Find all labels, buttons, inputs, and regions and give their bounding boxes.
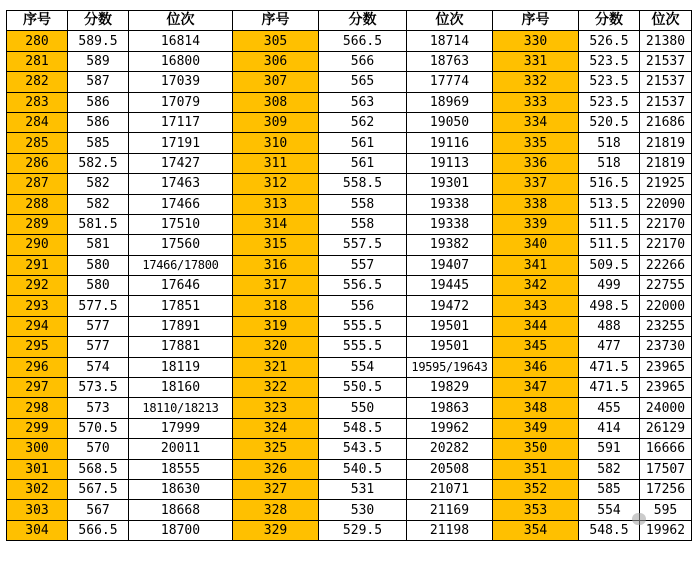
score-cell: 557 xyxy=(319,255,407,275)
rank-cell: 19338 xyxy=(407,194,493,214)
table-row xyxy=(7,72,692,92)
score-cell: 580 xyxy=(68,276,129,296)
rank-cell: 22000 xyxy=(640,296,692,316)
score-cell: 550 xyxy=(319,398,407,418)
rank-cell: 21537 xyxy=(640,92,692,112)
table-row xyxy=(7,153,692,173)
score-cell: 555.5 xyxy=(319,337,407,357)
score-cell: 577 xyxy=(68,337,129,357)
rank-cell: 19301 xyxy=(407,174,493,194)
score-cell: 548.5 xyxy=(319,418,407,438)
table-row xyxy=(7,92,692,112)
rank-cell: 22170 xyxy=(640,214,692,234)
rank-cell: 22755 xyxy=(640,276,692,296)
seq-cell: 351 xyxy=(493,459,579,479)
rank-cell: 18555 xyxy=(129,459,233,479)
seq-cell: 302 xyxy=(7,479,68,499)
header-score: 分数 xyxy=(68,11,129,31)
score-cell: 585 xyxy=(68,133,129,153)
rank-cell: 21071 xyxy=(407,479,493,499)
seq-cell: 314 xyxy=(233,214,319,234)
seq-cell: 299 xyxy=(7,418,68,438)
score-cell: 523.5 xyxy=(579,51,640,71)
rank-cell: 18630 xyxy=(129,479,233,499)
rank-cell: 20508 xyxy=(407,459,493,479)
score-cell: 566.5 xyxy=(68,520,129,540)
rank-cell: 21537 xyxy=(640,51,692,71)
score-cell: 582 xyxy=(68,194,129,214)
score-cell: 567.5 xyxy=(68,479,129,499)
rank-cell: 19501 xyxy=(407,316,493,336)
table-row xyxy=(7,194,692,214)
table-row xyxy=(7,316,692,336)
seq-cell: 337 xyxy=(493,174,579,194)
score-cell: 565 xyxy=(319,72,407,92)
rank-cell: 19338 xyxy=(407,214,493,234)
seq-cell: 297 xyxy=(7,378,68,398)
header-seq: 序号 xyxy=(493,11,579,31)
table-row xyxy=(7,337,692,357)
table-row xyxy=(7,255,692,275)
table-row xyxy=(7,479,692,499)
seq-cell: 313 xyxy=(233,194,319,214)
rank-cell: 23255 xyxy=(640,316,692,336)
rank-cell: 18119 xyxy=(129,357,233,377)
score-cell: 561 xyxy=(319,133,407,153)
rank-cell: 17646 xyxy=(129,276,233,296)
score-cell: 471.5 xyxy=(579,357,640,377)
table-row xyxy=(7,357,692,377)
score-cell: 577 xyxy=(68,316,129,336)
seq-cell: 281 xyxy=(7,51,68,71)
rank-cell: 18763 xyxy=(407,51,493,71)
rank-cell: 22090 xyxy=(640,194,692,214)
seq-cell: 292 xyxy=(7,276,68,296)
score-cell: 488 xyxy=(579,316,640,336)
score-cell: 530 xyxy=(319,500,407,520)
score-cell: 558 xyxy=(319,214,407,234)
seq-cell: 315 xyxy=(233,235,319,255)
rank-cell: 22266 xyxy=(640,255,692,275)
rank-cell: 17427 xyxy=(129,153,233,173)
score-cell: 471.5 xyxy=(579,378,640,398)
seq-cell: 322 xyxy=(233,378,319,398)
seq-cell: 309 xyxy=(233,112,319,132)
seq-cell: 304 xyxy=(7,520,68,540)
score-cell: 586 xyxy=(68,112,129,132)
score-cell: 589.5 xyxy=(68,31,129,51)
seq-cell: 328 xyxy=(233,500,319,520)
rank-cell: 17117 xyxy=(129,112,233,132)
rank-cell: 21686 xyxy=(640,112,692,132)
rank-cell: 21169 xyxy=(407,500,493,520)
seq-cell: 333 xyxy=(493,92,579,112)
score-cell: 558.5 xyxy=(319,174,407,194)
score-cell: 566.5 xyxy=(319,31,407,51)
rank-cell: 19050 xyxy=(407,112,493,132)
table-row xyxy=(7,459,692,479)
seq-cell: 301 xyxy=(7,459,68,479)
seq-cell: 330 xyxy=(493,31,579,51)
score-cell: 540.5 xyxy=(319,459,407,479)
rank-cell: 18160 xyxy=(129,378,233,398)
score-cell: 498.5 xyxy=(579,296,640,316)
seq-cell: 283 xyxy=(7,92,68,112)
rank-cell: 17466/17800 xyxy=(129,255,233,275)
rank-cell: 17881 xyxy=(129,337,233,357)
rank-cell: 17079 xyxy=(129,92,233,112)
seq-cell: 316 xyxy=(233,255,319,275)
score-cell: 586 xyxy=(68,92,129,112)
seq-cell: 323 xyxy=(233,398,319,418)
rank-cell: 21819 xyxy=(640,133,692,153)
rank-cell: 22170 xyxy=(640,235,692,255)
rank-cell: 17891 xyxy=(129,316,233,336)
seq-cell: 298 xyxy=(7,398,68,418)
header-score: 分数 xyxy=(579,11,640,31)
seq-cell: 343 xyxy=(493,296,579,316)
seq-cell: 336 xyxy=(493,153,579,173)
table-row xyxy=(7,133,692,153)
seq-cell: 327 xyxy=(233,479,319,499)
rank-cell: 19501 xyxy=(407,337,493,357)
table-row xyxy=(7,235,692,255)
seq-cell: 312 xyxy=(233,174,319,194)
header-score: 分数 xyxy=(319,11,407,31)
rank-cell: 16800 xyxy=(129,51,233,71)
table-row xyxy=(7,520,692,540)
score-cell: 561 xyxy=(319,153,407,173)
score-cell: 558 xyxy=(319,194,407,214)
seq-cell: 306 xyxy=(233,51,319,71)
score-cell: 563 xyxy=(319,92,407,112)
seq-cell: 308 xyxy=(233,92,319,112)
table-row xyxy=(7,51,692,71)
seq-cell: 353 xyxy=(493,500,579,520)
score-cell: 543.5 xyxy=(319,439,407,459)
seq-cell: 305 xyxy=(233,31,319,51)
table-row xyxy=(7,174,692,194)
score-cell: 550.5 xyxy=(319,378,407,398)
seq-cell: 311 xyxy=(233,153,319,173)
seq-cell: 318 xyxy=(233,296,319,316)
seq-cell: 280 xyxy=(7,31,68,51)
rank-cell: 21925 xyxy=(640,174,692,194)
score-cell: 531 xyxy=(319,479,407,499)
header-seq: 序号 xyxy=(233,11,319,31)
seq-cell: 293 xyxy=(7,296,68,316)
seq-cell: 335 xyxy=(493,133,579,153)
score-cell: 555.5 xyxy=(319,316,407,336)
score-cell: 511.5 xyxy=(579,214,640,234)
rank-cell: 19829 xyxy=(407,378,493,398)
rank-cell: 17851 xyxy=(129,296,233,316)
rank-cell: 19863 xyxy=(407,398,493,418)
score-cell: 573 xyxy=(68,398,129,418)
seq-cell: 294 xyxy=(7,316,68,336)
rank-cell: 19962 xyxy=(640,520,692,540)
seq-cell: 349 xyxy=(493,418,579,438)
score-cell: 582 xyxy=(579,459,640,479)
rank-cell: 19382 xyxy=(407,235,493,255)
rank-cell: 24000 xyxy=(640,398,692,418)
score-cell: 523.5 xyxy=(579,92,640,112)
rank-cell: 19407 xyxy=(407,255,493,275)
rank-cell: 23730 xyxy=(640,337,692,357)
score-cell: 526.5 xyxy=(579,31,640,51)
score-cell: 513.5 xyxy=(579,194,640,214)
score-cell: 520.5 xyxy=(579,112,640,132)
score-cell: 573.5 xyxy=(68,378,129,398)
score-cell: 548.5 xyxy=(579,520,640,540)
header-row xyxy=(7,11,692,31)
score-cell: 511.5 xyxy=(579,235,640,255)
score-cell: 589 xyxy=(68,51,129,71)
rank-cell: 18668 xyxy=(129,500,233,520)
rank-cell: 18700 xyxy=(129,520,233,540)
rank-cell: 20011 xyxy=(129,439,233,459)
score-cell: 567 xyxy=(68,500,129,520)
rank-score-table xyxy=(6,10,692,541)
score-cell: 523.5 xyxy=(579,72,640,92)
seq-cell: 352 xyxy=(493,479,579,499)
seq-cell: 285 xyxy=(7,133,68,153)
header-seq: 序号 xyxy=(7,11,68,31)
seq-cell: 332 xyxy=(493,72,579,92)
score-cell: 529.5 xyxy=(319,520,407,540)
header-rank: 位次 xyxy=(129,11,233,31)
seq-cell: 346 xyxy=(493,357,579,377)
score-cell: 591 xyxy=(579,439,640,459)
score-cell: 570 xyxy=(68,439,129,459)
rank-cell: 21198 xyxy=(407,520,493,540)
seq-cell: 289 xyxy=(7,214,68,234)
table-row xyxy=(7,398,692,418)
seq-cell: 319 xyxy=(233,316,319,336)
seq-cell: 347 xyxy=(493,378,579,398)
seq-cell: 307 xyxy=(233,72,319,92)
seq-cell: 341 xyxy=(493,255,579,275)
seq-cell: 296 xyxy=(7,357,68,377)
rank-cell: 19445 xyxy=(407,276,493,296)
rank-cell: 595 xyxy=(640,500,692,520)
rank-cell: 20282 xyxy=(407,439,493,459)
score-cell: 562 xyxy=(319,112,407,132)
seq-cell: 329 xyxy=(233,520,319,540)
seq-cell: 324 xyxy=(233,418,319,438)
seq-cell: 348 xyxy=(493,398,579,418)
rank-cell: 23965 xyxy=(640,378,692,398)
rank-cell: 16666 xyxy=(640,439,692,459)
rank-cell: 17256 xyxy=(640,479,692,499)
score-cell: 570.5 xyxy=(68,418,129,438)
seq-cell: 345 xyxy=(493,337,579,357)
seq-cell: 310 xyxy=(233,133,319,153)
header-rank: 位次 xyxy=(640,11,692,31)
rank-cell: 26129 xyxy=(640,418,692,438)
seq-cell: 350 xyxy=(493,439,579,459)
seq-cell: 342 xyxy=(493,276,579,296)
rank-cell: 17191 xyxy=(129,133,233,153)
rank-cell: 19116 xyxy=(407,133,493,153)
rank-cell: 17510 xyxy=(129,214,233,234)
seq-cell: 321 xyxy=(233,357,319,377)
score-cell: 477 xyxy=(579,337,640,357)
rank-cell: 16814 xyxy=(129,31,233,51)
score-cell: 518 xyxy=(579,133,640,153)
score-cell: 509.5 xyxy=(579,255,640,275)
rank-cell: 19472 xyxy=(407,296,493,316)
score-cell: 414 xyxy=(579,418,640,438)
score-cell: 587 xyxy=(68,72,129,92)
score-cell: 585 xyxy=(579,479,640,499)
header-rank: 位次 xyxy=(407,11,493,31)
rank-cell: 17774 xyxy=(407,72,493,92)
seq-cell: 303 xyxy=(7,500,68,520)
score-cell: 499 xyxy=(579,276,640,296)
seq-cell: 290 xyxy=(7,235,68,255)
seq-cell: 340 xyxy=(493,235,579,255)
rank-cell: 17507 xyxy=(640,459,692,479)
seq-cell: 339 xyxy=(493,214,579,234)
score-cell: 582 xyxy=(68,174,129,194)
table-row xyxy=(7,276,692,296)
seq-cell: 334 xyxy=(493,112,579,132)
seq-cell: 320 xyxy=(233,337,319,357)
table-row xyxy=(7,296,692,316)
score-cell: 554 xyxy=(579,500,640,520)
seq-cell: 282 xyxy=(7,72,68,92)
rank-cell: 18969 xyxy=(407,92,493,112)
rank-cell: 17039 xyxy=(129,72,233,92)
table-row xyxy=(7,112,692,132)
score-cell: 581 xyxy=(68,235,129,255)
seq-cell: 326 xyxy=(233,459,319,479)
score-cell: 581.5 xyxy=(68,214,129,234)
seq-cell: 291 xyxy=(7,255,68,275)
score-cell: 556 xyxy=(319,296,407,316)
score-cell: 568.5 xyxy=(68,459,129,479)
rank-cell: 18110/18213 xyxy=(129,398,233,418)
score-cell: 556.5 xyxy=(319,276,407,296)
seq-cell: 338 xyxy=(493,194,579,214)
table-row xyxy=(7,214,692,234)
rank-cell: 17560 xyxy=(129,235,233,255)
score-cell: 554 xyxy=(319,357,407,377)
table-row xyxy=(7,439,692,459)
rank-cell: 21819 xyxy=(640,153,692,173)
seq-cell: 287 xyxy=(7,174,68,194)
rank-cell: 21380 xyxy=(640,31,692,51)
score-cell: 582.5 xyxy=(68,153,129,173)
rank-cell: 18714 xyxy=(407,31,493,51)
table-row xyxy=(7,500,692,520)
score-cell: 574 xyxy=(68,357,129,377)
seq-cell: 295 xyxy=(7,337,68,357)
score-cell: 455 xyxy=(579,398,640,418)
rank-cell: 21537 xyxy=(640,72,692,92)
seq-cell: 344 xyxy=(493,316,579,336)
watermark-icon xyxy=(632,513,646,525)
score-cell: 516.5 xyxy=(579,174,640,194)
score-cell: 557.5 xyxy=(319,235,407,255)
rank-cell: 19113 xyxy=(407,153,493,173)
seq-cell: 286 xyxy=(7,153,68,173)
score-cell: 577.5 xyxy=(68,296,129,316)
score-cell: 518 xyxy=(579,153,640,173)
table-row xyxy=(7,31,692,51)
rank-cell: 17999 xyxy=(129,418,233,438)
rank-cell: 17463 xyxy=(129,174,233,194)
seq-cell: 354 xyxy=(493,520,579,540)
seq-cell: 300 xyxy=(7,439,68,459)
table-row xyxy=(7,378,692,398)
rank-cell: 23965 xyxy=(640,357,692,377)
rank-cell: 19595/19643 xyxy=(407,357,493,377)
seq-cell: 317 xyxy=(233,276,319,296)
seq-cell: 331 xyxy=(493,51,579,71)
score-cell: 566 xyxy=(319,51,407,71)
rank-cell: 17466 xyxy=(129,194,233,214)
seq-cell: 284 xyxy=(7,112,68,132)
score-cell: 580 xyxy=(68,255,129,275)
seq-cell: 325 xyxy=(233,439,319,459)
rank-cell: 19962 xyxy=(407,418,493,438)
seq-cell: 288 xyxy=(7,194,68,214)
table-row xyxy=(7,418,692,438)
